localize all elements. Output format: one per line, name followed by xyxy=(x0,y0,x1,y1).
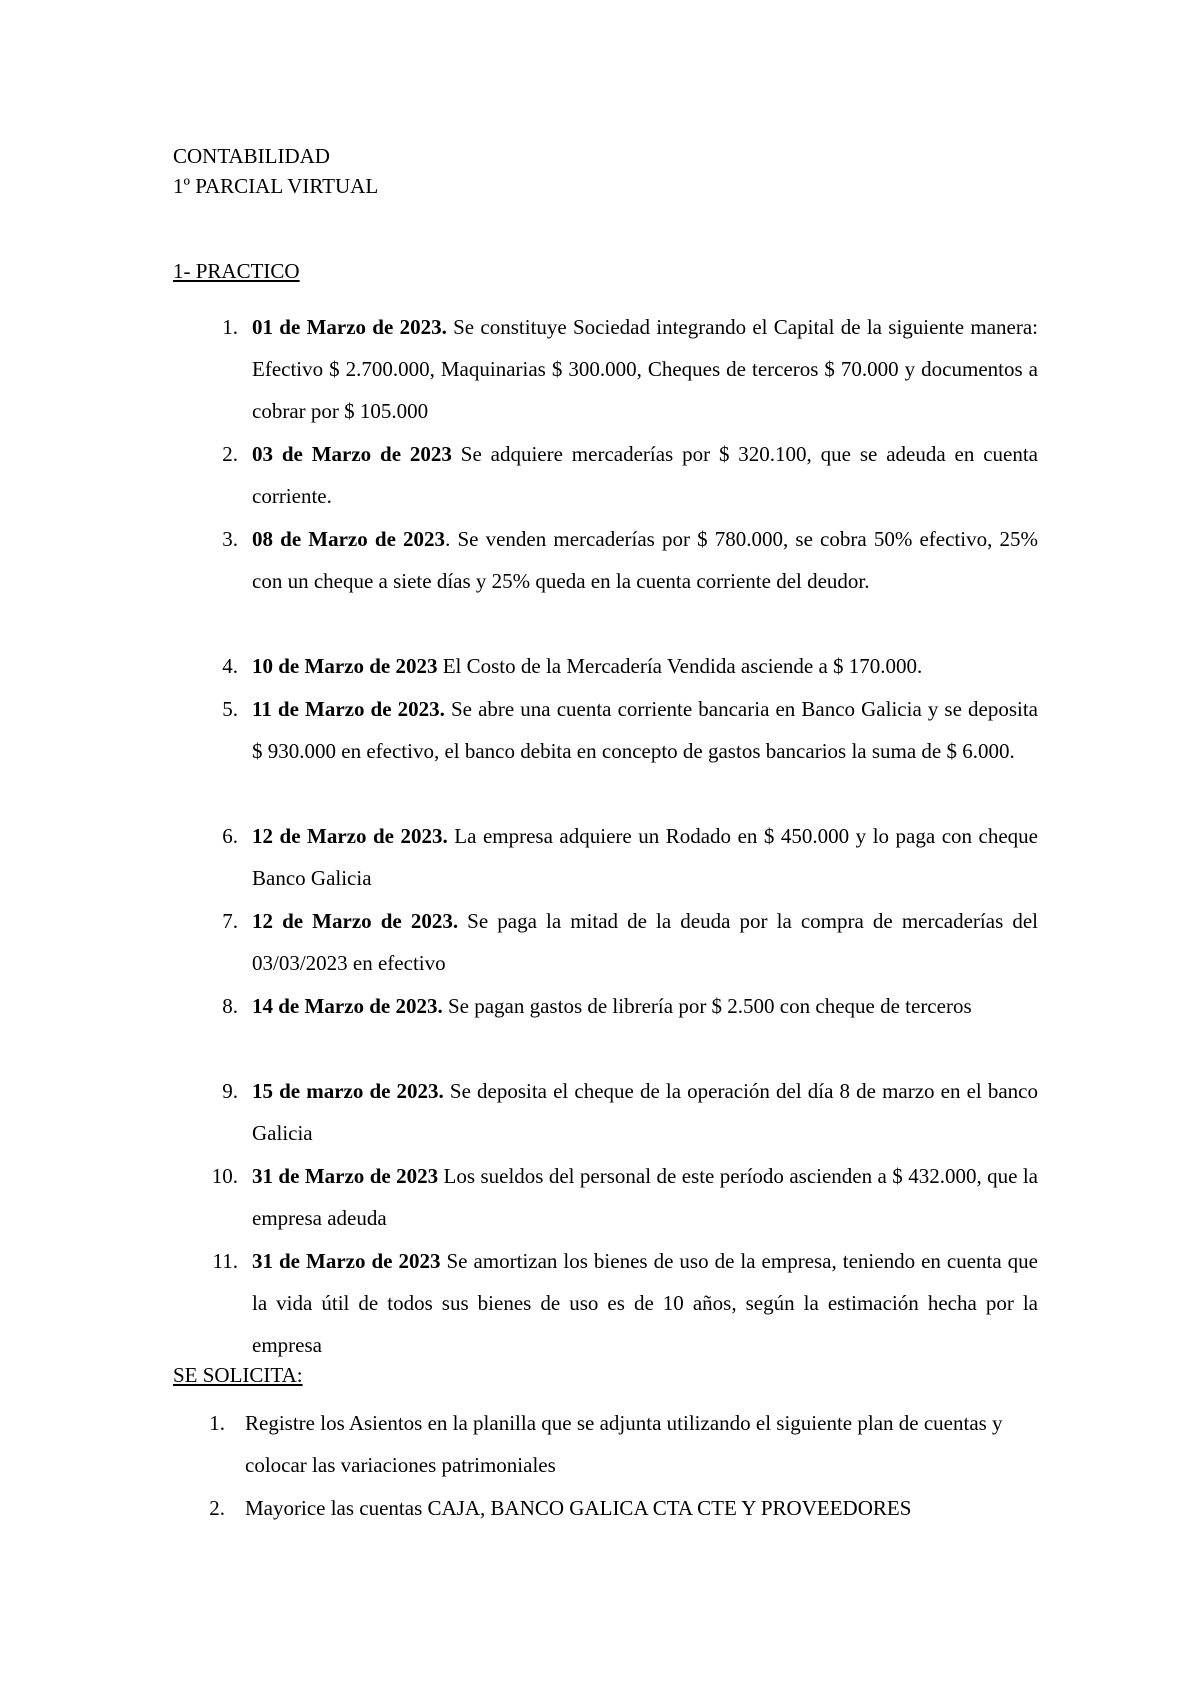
item-date: 12 de Marzo de 2023. xyxy=(252,824,448,848)
item-description: Se constituye Sociedad integrando el Capital de la siguiente manera: Efectivo $ 2.700.000, Maquinarias $ 300.000, Cheques de terceros $ 70.000 y documentos a cobrar por $ 105.000 xyxy=(252,315,1038,424)
item-text xyxy=(252,900,1038,984)
item-text xyxy=(252,1155,1038,1239)
item-description: Se amortizan los bienes de uso de la empresa, teniendo en cuenta que la vida útil de todos sus bienes de uso es de 10 años, según la estimación hecha por la empresa xyxy=(252,1249,1039,1358)
item-text xyxy=(252,433,1038,517)
item-date: 31 de Marzo de 2023 xyxy=(252,1249,441,1273)
item-number: 2. xyxy=(222,442,238,466)
item-description: Se deposita el cheque de la operación del día 8 de marzo en el banco Galicia xyxy=(252,1079,1038,1146)
item-text xyxy=(252,815,1038,899)
request-text: Mayorice las cuentas CAJA, BANCO GALICA CTA CTE Y PROVEEDORES xyxy=(245,1496,912,1520)
item-text xyxy=(252,518,1038,602)
item-number: 11. xyxy=(212,1249,238,1273)
document-title: CONTABILIDAD xyxy=(173,144,330,168)
item-number: 4. xyxy=(222,654,238,678)
item-text xyxy=(252,1070,1038,1154)
item-number: 9. xyxy=(222,1079,238,1103)
item-text xyxy=(252,985,1038,1027)
item-date: 10 de Marzo de 2023 xyxy=(252,654,438,678)
item-text xyxy=(252,688,1038,772)
requests-heading: SE SOLICITA: xyxy=(173,1363,303,1387)
item-description: Se abre una cuenta corriente bancaria en Banco Galicia y se deposita $ 930.000 en efectivo, el banco debita en concepto de gastos bancarios la suma de $ 6.000. xyxy=(252,697,1038,764)
item-number: 6. xyxy=(222,824,238,848)
item-number: 8. xyxy=(222,994,238,1018)
item-text xyxy=(252,645,1038,687)
item-date: 03 de Marzo de 2023 xyxy=(252,442,452,466)
request-number: 1. xyxy=(209,1411,225,1435)
item-number: 10. xyxy=(211,1164,238,1188)
item-description: Se paga la mitad de la deuda por la compra de mercaderías del 03/03/2023 en efectivo xyxy=(252,909,1039,976)
item-description: El Costo de la Mercadería Vendida asciende a $ 170.000. xyxy=(437,654,923,678)
item-description: Se adquiere mercaderías por $ 320.100, que se adeuda en cuenta corriente. xyxy=(252,442,1039,509)
item-text xyxy=(252,306,1038,433)
item-date: 01 de Marzo de 2023. xyxy=(252,315,447,339)
item-number: 1. xyxy=(222,315,238,339)
item-number: 3. xyxy=(222,527,238,551)
document-subtitle: 1º PARCIAL VIRTUAL xyxy=(173,174,379,198)
item-date: 31 de Marzo de 2023 xyxy=(252,1164,439,1188)
item-number: 5. xyxy=(222,697,238,721)
item-date: 11 de Marzo de 2023. xyxy=(252,697,445,721)
request-number: 2. xyxy=(209,1496,225,1520)
item-description: Se pagan gastos de librería por $ 2.500 con cheque de terceros xyxy=(442,994,972,1018)
item-number: 7. xyxy=(222,909,238,933)
request-text: Registre los Asientos en la planilla que se adjunta utilizando el siguiente plan de cuentas y colocar las variaciones patrimoniales xyxy=(245,1411,1003,1478)
item-date: 14 de Marzo de 2023. xyxy=(252,994,443,1018)
item-description: Los sueldos del personal de este período ascienden a $ 432.000, que la empresa adeuda xyxy=(252,1164,1038,1231)
item-date: 15 de marzo de 2023. xyxy=(252,1079,444,1103)
item-date: 12 de Marzo de 2023. xyxy=(252,909,459,933)
item-text xyxy=(252,1240,1038,1367)
item-date: 08 de Marzo de 2023 xyxy=(252,527,446,551)
section-heading: 1- PRACTICO xyxy=(173,259,300,283)
item-description: . Se venden mercaderías por $ 780.000, se cobra 50% efectivo, 25% con un cheque a siete días y 25% queda en la cuenta corriente del deudor. xyxy=(252,527,1038,594)
item-description: La empresa adquiere un Rodado en $ 450.000 y lo paga con cheque Banco Galicia xyxy=(252,824,1038,891)
